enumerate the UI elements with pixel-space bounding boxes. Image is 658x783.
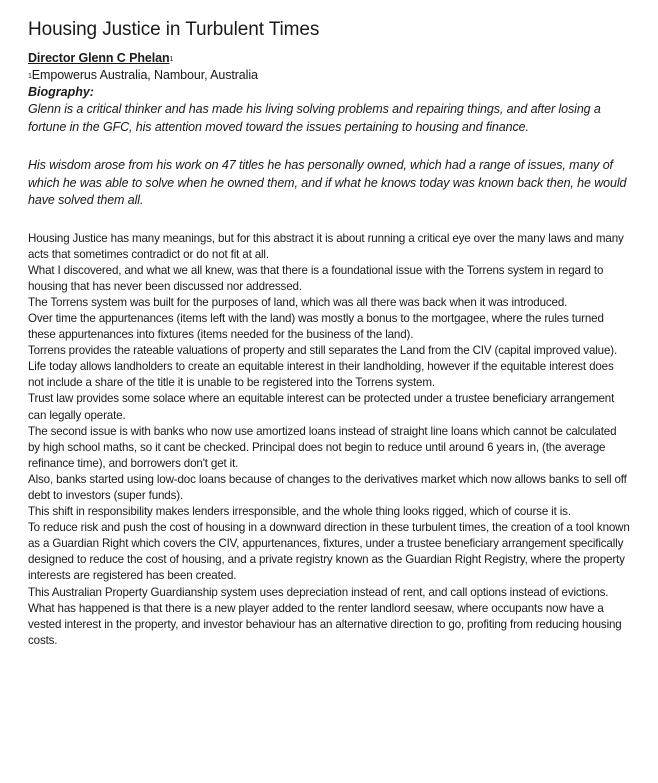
document-title: Housing Justice in Turbulent Times bbox=[28, 19, 320, 40]
abstract-body bbox=[28, 231, 630, 649]
abstract-paragraph: This shift in responsibility makes lenders irresponsible, and the whole thing looks rigged, which of course it is. bbox=[28, 505, 571, 519]
author-affiliation-marker: 1 bbox=[169, 56, 174, 63]
abstract-paragraph: The Torrens system was built for the purposes of land, which was all there was back when it was introduced. bbox=[28, 295, 568, 309]
author-name: Director Glenn C Phelan bbox=[28, 51, 170, 65]
biography-section bbox=[28, 84, 630, 210]
abstract-paragraph: Life today allows landholders to create an equitable interest in their landholding, however if the equitable interest does not include a share of the title it is unable to be registered into the Torrens system. bbox=[28, 360, 614, 390]
affiliation-line bbox=[28, 67, 630, 84]
biography-paragraph: His wisdom arose from his work on 47 titles he has personally owned, which had a range of issues, many of which he was able to solve when he owned them, and if what he knows today was known back then, he would have solved them all. bbox=[28, 158, 627, 207]
abstract-paragraph: Trust law provides some solace where an equitable interest can be protected under a trustee beneficiary arrangement can legally operate. bbox=[28, 392, 615, 422]
abstract-paragraph: What I discovered, and what we all knew, was that there is a foundational issue with the Torrens system in regard to housing that has never been discussed nor addressed. bbox=[28, 263, 604, 293]
abstract-paragraph: Also, banks started using low-doc loans because of changes to the derivatives market which now allows banks to sell off debt to investors (super funds). bbox=[28, 472, 627, 502]
abstract-paragraph: Over time the appurtenances (items left with the land) was mostly a bonus to the mortgagee, where the rules turned these appurtenances into fixtures (items needed for the business of the land). bbox=[28, 311, 604, 342]
biography-paragraph: Glenn is a critical thinker and has made his living solving problems and repairing things, and after losing a fortune in the GFC, his attention moved toward the issues pertaining to housing and finance. bbox=[28, 102, 601, 134]
affiliation-text: Empowerus Australia, Nambour, Australia bbox=[31, 68, 258, 82]
biography-label: Biography: bbox=[28, 85, 94, 99]
abstract-paragraph: Torrens provides the rateable valuations of property and still separates the Land from the CIV (capital improved value). bbox=[28, 344, 618, 358]
abstract-paragraph: To reduce risk and push the cost of housing in a downward direction in these turbulent times, the creation of a tool known as a Guardian Right which covers the CIV, appurtenances, fixtures, under a trustee beneficiary arrangement specifically designed to reduce the cost of housing, and a private registry known as the Guardian Right Registry, where the property interests are registered has been created. bbox=[28, 521, 630, 583]
abstract-paragraph: This Australian Property Guardianship system uses depreciation instead of rent, and call options instead of evictions. bbox=[28, 585, 609, 599]
abstract-paragraph: The second issue is with banks who now use amortized loans instead of straight line loans which cannot be calculated by high school maths, so it cant be checked. Principal does not begin to reduce until around 6 years in, (the average refinance time), and borrowers don't get it. bbox=[28, 424, 617, 470]
abstract-paragraph: Housing Justice has many meanings, but for this abstract it is about running a critical eye over the many laws and many acts that sometimes contradict or do not fit at all. bbox=[28, 231, 624, 261]
affiliation-marker: 1 bbox=[28, 73, 32, 80]
author-line bbox=[28, 50, 630, 67]
abstract-paragraph: What has happened is that there is a new player added to the renter landlord seesaw, where occupants now have a vested interest in the property, and investor behaviour has an alternative direction to go, profiting from reducing housing costs. bbox=[28, 601, 622, 647]
